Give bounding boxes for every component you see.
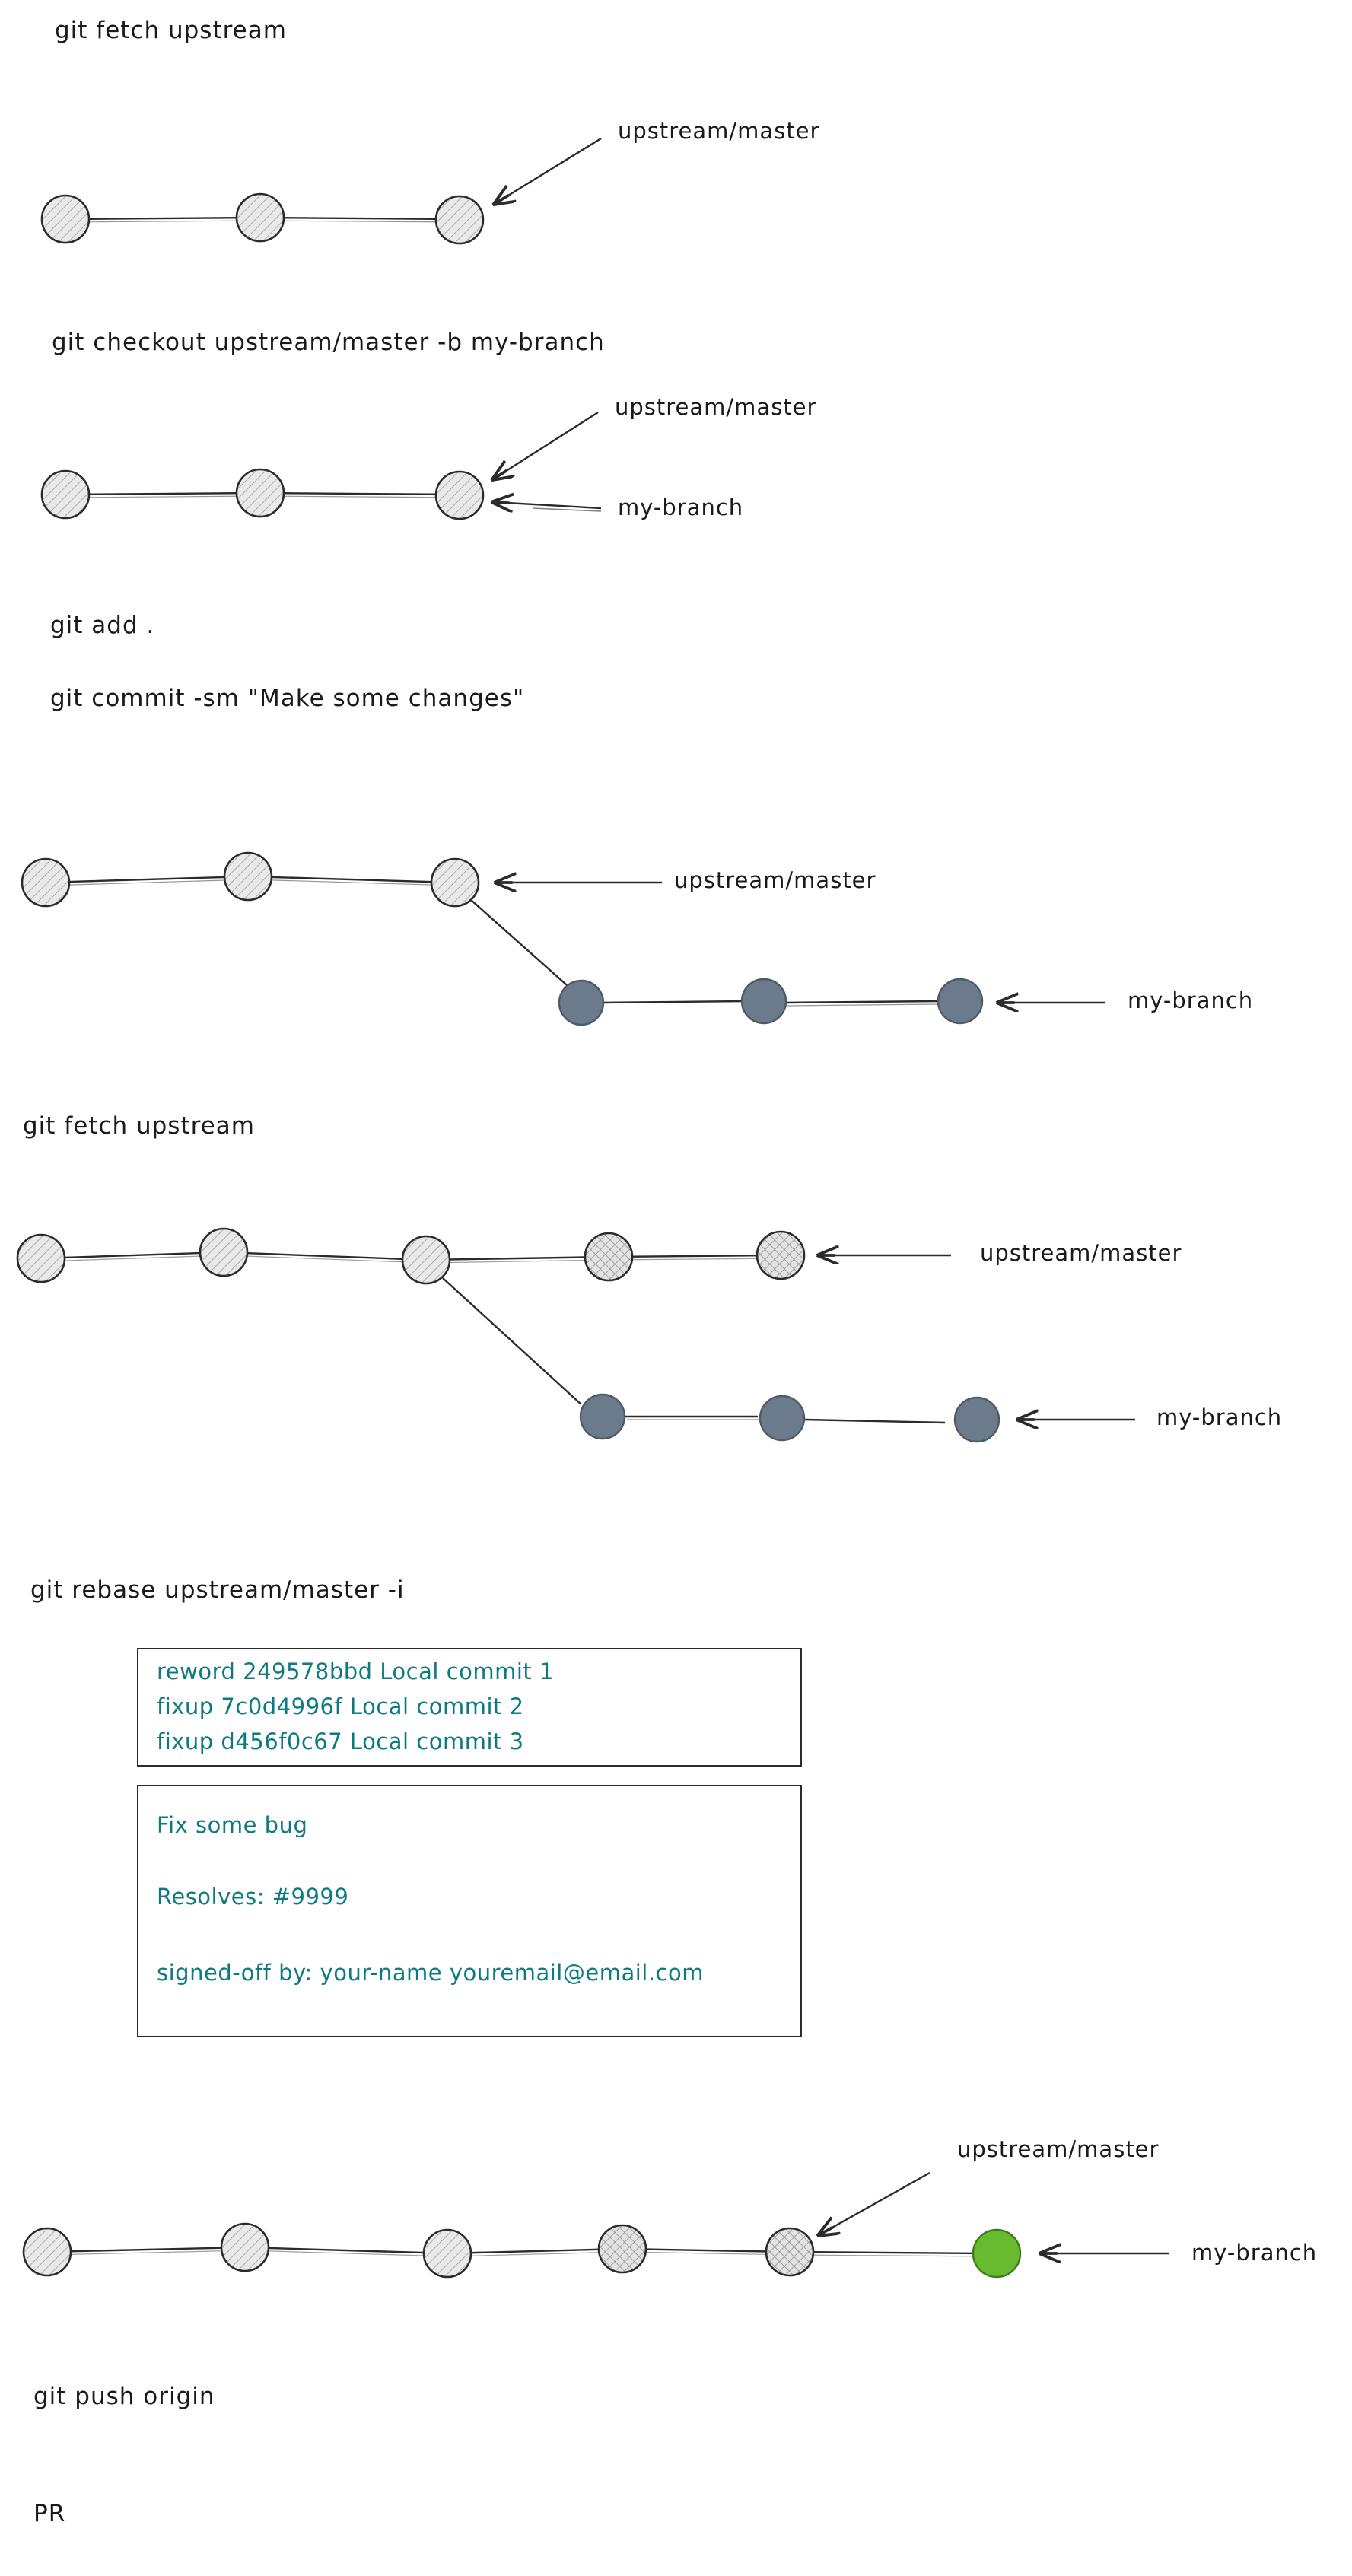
command-fetch-upstream-1: git fetch upstream — [55, 17, 287, 44]
commit-node — [436, 196, 483, 243]
commit-node — [200, 1229, 247, 1276]
local-commit-node — [581, 1395, 625, 1439]
commit-node — [237, 194, 284, 241]
commit-node — [402, 1236, 450, 1283]
label-upstream-master-4: upstream/master — [980, 1240, 1182, 1266]
diagram-after-second-fetch — [17, 1229, 1135, 1442]
commit-node — [42, 471, 89, 518]
commit-node — [766, 2228, 813, 2275]
label-my-branch-3: my-branch — [1128, 987, 1254, 1013]
commit-node — [436, 472, 483, 519]
local-commit-node — [955, 1398, 999, 1442]
label-my-branch-4: my-branch — [1156, 1404, 1283, 1430]
commit-node — [757, 1232, 804, 1279]
commit-node — [424, 2230, 471, 2277]
command-fetch-upstream-2: git fetch upstream — [23, 1112, 255, 1140]
local-commit-node — [938, 979, 982, 1023]
pointer-arrow — [493, 412, 598, 479]
rebase-todo-line-1: reword 249578bbd Local commit 1 — [157, 1658, 554, 1684]
command-push-origin: git push origin — [33, 2383, 215, 2410]
command-rebase: git rebase upstream/master -i — [30, 1576, 405, 1604]
pointer-arrow — [819, 2173, 930, 2235]
diagram-after-fetch-upstream — [42, 138, 601, 243]
diagram-after-checkout-branch — [42, 412, 601, 519]
commit-node — [599, 2225, 646, 2272]
command-add: git add . — [50, 612, 155, 639]
commit-node — [237, 469, 284, 517]
label-upstream-master-3: upstream/master — [674, 867, 876, 893]
commit-node — [24, 2228, 71, 2275]
commit-message-line-1: Fix some bug — [157, 1812, 308, 1838]
pointer-arrow — [495, 138, 601, 204]
label-pr: PR — [33, 2500, 66, 2527]
label-my-branch-5: my-branch — [1191, 2240, 1318, 2266]
label-upstream-master-5: upstream/master — [957, 2136, 1160, 2162]
commit-message-line-2: Resolves: #9999 — [157, 1884, 349, 1910]
commit-node — [585, 1233, 632, 1280]
rebase-todo-line-3: fixup d456f0c67 Local commit 3 — [157, 1728, 524, 1754]
commit-message-editor[interactable] — [137, 1785, 802, 2037]
commit-node — [17, 1235, 65, 1282]
local-commit-node — [760, 1396, 804, 1440]
commit-node — [22, 859, 69, 906]
commit-node — [221, 2224, 269, 2271]
commit-node — [42, 196, 89, 243]
diagram-after-local-commits — [22, 853, 1105, 1025]
rebase-todo-line-2: fixup 7c0d4996f Local commit 2 — [157, 1693, 524, 1719]
local-commit-node — [742, 979, 786, 1023]
rebase-todo-editor[interactable] — [137, 1648, 802, 1767]
rebased-commit-node — [973, 2230, 1020, 2277]
commit-node — [224, 853, 272, 900]
commit-node — [431, 859, 479, 906]
label-my-branch-2: my-branch — [618, 495, 744, 520]
label-upstream-master-2: upstream/master — [615, 394, 817, 420]
command-commit: git commit -sm "Make some changes" — [50, 685, 525, 712]
label-upstream-master-1: upstream/master — [618, 118, 820, 144]
local-commit-node — [559, 981, 603, 1025]
pointer-arrow — [493, 502, 601, 508]
commit-message-line-3: signed-off by: your-name youremail@email.com — [157, 1960, 704, 1986]
command-checkout-branch: git checkout upstream/master -b my-branch — [52, 329, 605, 356]
diagram-after-rebase — [24, 2173, 1169, 2277]
